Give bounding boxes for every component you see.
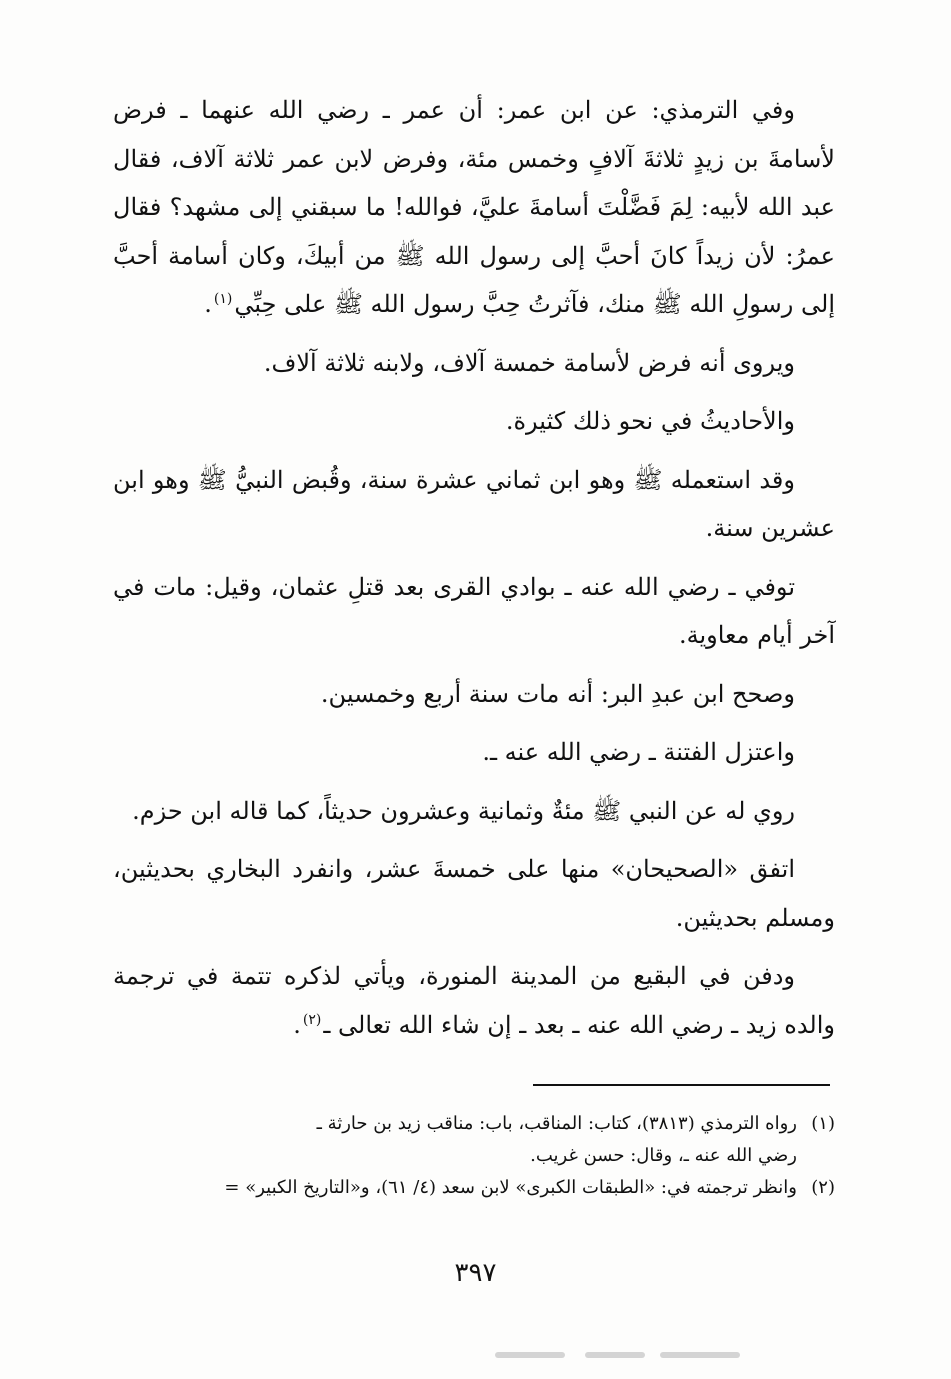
footnote-1-text: رواه الترمذي (٣٨١٣)، كتاب: المناقب، باب: مناقب زيد بن حارثة ـ [316,1113,797,1134]
scan-smudge [495,1352,565,1358]
footnote-1 [108,1108,835,1140]
page-number: ٣٩٧ [454,1258,497,1288]
paragraph-4: وقد استعمله ﷺ وهو ابن ثماني عشرة سنة، وقُبض النبيُّ ﷺ وهو ابن عشرين سنة. [113,465,835,542]
paragraph-7: واعتزل الفتنة ـ رضي الله عنه ـ. [482,738,795,766]
footnote-1-continuation: رضي الله عنه ـ، وقال: حسن غريب. [530,1145,797,1166]
paragraph-6: وصحح ابن عبدِ البر: أنه مات سنة أربع وخمسين. [320,679,795,708]
scan-smudge [585,1352,645,1358]
paragraph-1-period: . [204,290,212,318]
footnote-ref-2: (٢) [302,1011,322,1028]
paragraph-10-period: . [293,1010,301,1039]
footnote-2-number: (٢) [811,1177,835,1198]
footnote-2 [108,1172,835,1204]
footnote-1-number: (١) [811,1113,835,1134]
paragraph-8: روي له عن النبي ﷺ مئةٌ وثمانية وعشرون حديثاً، كما قاله ابن حزم. [132,796,795,825]
paragraph-9: اتفق «الصحيحان» منها على خمسةَ عشر، وانفرد البخاري بحديثين، ومسلم بحديثين. [113,855,835,932]
footnote-ref-1: (١) [213,291,233,307]
main-text [113,86,835,1059]
paragraph-1-text: وفي الترمذي: عن ابن عمر: أن عمر ـ رضي الله عنهما ـ فرض لأسامةَ بن زيدٍ ثلاثةَ آلافٍ وخمس مئة، وفرض لابن عمر ثلاثة آلاف، فقال عبد الله لأبيه: لِمَ فَضَّلْتَ أسامةَ عليَّ، فوالله! ما سبقني إلى مشهد؟ فقال عمرُ: لأن زيداً كانَ أحبَّ إلى رسول الله ﷺ من أبيكَ، وكان أسامة أحبَّ إلى رسولِ الله ﷺ منك، فآثرتُ حِبَّ رسول الله ﷺ على حِبِّي [113,96,835,318]
paragraph-3: والأحاديثُ في نحو ذلك كثيرة. [505,407,795,435]
footnote-2-text: وانظر ترجمته في: «الطبقات الكبرى» لابن سعد (٤/ ٦١)، و«التاريخ الكبير» = [224,1177,797,1198]
paragraph-10 [113,952,835,1049]
paragraph-10-text: ودفن في البقيع من المدينة المنورة، ويأتي لذكره تتمة في ترجمة والده زيد ـ رضي الله عنه ـ بعد ـ إن شاء الله تعالى ـ [113,962,835,1039]
paragraph-1 [113,86,835,329]
footnote-separator [533,1084,830,1086]
scan-smudge [660,1352,740,1358]
footnotes [108,1108,835,1204]
paragraph-5: توفي ـ رضي الله عنه ـ بوادي القرى بعد قتلِ عثمان، وقيل: مات في آخر أيام معاوية. [113,572,835,649]
paragraph-2: ويروى أنه فرض لأسامة خمسة آلاف، ولابنه ثلاثة آلاف. [263,348,795,377]
